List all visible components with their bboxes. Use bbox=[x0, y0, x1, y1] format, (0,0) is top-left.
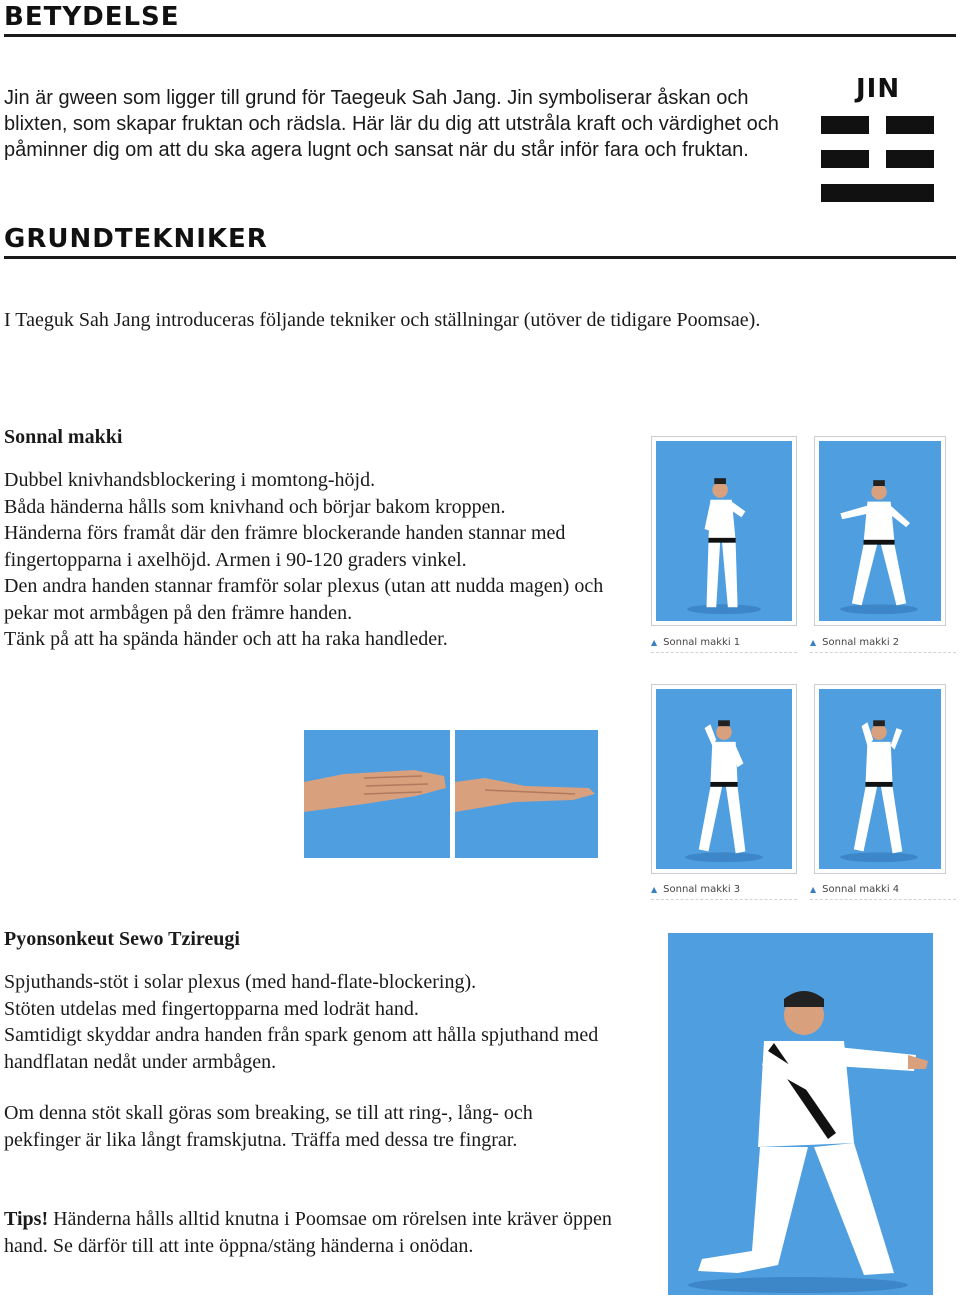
knife-hand-image bbox=[455, 730, 598, 858]
tips-text: Händerna hålls alltid knutna i Poomsae om rörelsen inte kräver öppen hand. Se därför till att inte öppna/stäng händerna i onödan. bbox=[4, 1208, 612, 1257]
trigram-title: JIN bbox=[856, 74, 901, 104]
sonnal-line: Båda händerna hålls som knivhand och börjar bakom kroppen. bbox=[4, 495, 506, 518]
caption-marker-icon: ▲ bbox=[651, 638, 658, 647]
photo-sonnal-makki-2 bbox=[814, 436, 946, 626]
sonnal-text bbox=[4, 467, 629, 653]
sonnal-line: Den andra handen stannar framför solar plexus (utan att nudda magen) och pekar mot armbågen på den främre handen. bbox=[4, 575, 604, 624]
caption-text: Sonnal makki 3 bbox=[663, 884, 741, 895]
photo-knife-hand-side bbox=[455, 730, 598, 858]
taekwondo-figure-image bbox=[656, 689, 792, 869]
pyonson-line: Samtidigt skyddar andra handen från spark genom att hålla spjuthand med handflatan nedåt under armbågen. bbox=[4, 1024, 599, 1073]
caption-sonnal-makki-1 bbox=[651, 634, 797, 653]
sonnal-line: Tänk på att ha spända händer och att ha raka handleder. bbox=[4, 628, 448, 650]
pyonson-line: Spjuthands-stöt i solar plexus (med hand-flate-blockering). bbox=[4, 971, 477, 993]
caption-text: Sonnal makki 1 bbox=[663, 637, 741, 648]
caption-marker-icon: ▲ bbox=[810, 638, 817, 647]
caption-marker-icon: ▲ bbox=[651, 885, 658, 894]
sonnal-line: Händerna förs framåt där den främre blockerande handen stannar med fingertopparna i axelhöjd. Armen i 90-120 graders vinkel. bbox=[4, 522, 566, 571]
photo-pyonsonkeut bbox=[668, 933, 933, 1295]
pyonson-breaking: Om denna stöt skall göras som breaking, se till att ring-, lång- och pekfinger är lika långt framskjutna. Träffa med dessa tre fingrar. bbox=[4, 1102, 533, 1151]
grundtekniker-intro: I Taeguk Sah Jang introduceras följande tekniker och ställningar (utöver de tidigare Poomsae). bbox=[4, 309, 761, 331]
photo-sonnal-makki-1 bbox=[651, 436, 797, 626]
caption-marker-icon: ▲ bbox=[810, 885, 817, 894]
heading-grundtekniker: GRUNDTEKNIKER bbox=[4, 224, 268, 254]
caption-sonnal-makki-4 bbox=[810, 881, 956, 900]
caption-text: Sonnal makki 4 bbox=[822, 884, 900, 895]
betydelse-text: Jin är gween som ligger till grund för Taegeuk Sah Jang. Jin symboliserar åskan och blixten, som skapar fruktan och rädsla. Här lär du dig att utstråla kraft och värdighet och påminner dig om att du ska agera lugnt och sansat när du står inför fara och fruktan. bbox=[4, 87, 779, 161]
taekwondo-figure-image bbox=[819, 689, 941, 869]
knife-hand-image bbox=[304, 730, 450, 858]
sonnal-title: Sonnal makki bbox=[4, 426, 123, 448]
taekwondo-figure-image bbox=[656, 441, 792, 621]
pyonson-text bbox=[4, 969, 614, 1075]
caption-text: Sonnal makki 2 bbox=[822, 637, 900, 648]
photo-sonnal-makki-3 bbox=[651, 684, 797, 874]
tips-paragraph bbox=[4, 1206, 614, 1259]
divider-grundtekniker bbox=[4, 256, 956, 259]
pyonson-title: Pyonsonkeut Sewo Tzireugi bbox=[4, 928, 240, 950]
caption-sonnal-makki-3 bbox=[651, 881, 797, 900]
sonnal-line: Dubbel knivhandsblockering i momtong-höjd. bbox=[4, 469, 376, 491]
pyonson-line: Stöten utdelas med fingertopparna med lodrät hand. bbox=[4, 997, 419, 1020]
photo-knife-hand-top bbox=[304, 730, 450, 858]
caption-sonnal-makki-2 bbox=[810, 634, 956, 653]
taekwondo-figure-image bbox=[819, 441, 941, 621]
spear-hand-strike-image bbox=[668, 933, 933, 1295]
tips-label: Tips! bbox=[4, 1208, 49, 1230]
divider-betydelse bbox=[4, 34, 956, 37]
photo-sonnal-makki-4 bbox=[814, 684, 946, 874]
heading-betydelse: BETYDELSE bbox=[4, 2, 180, 32]
